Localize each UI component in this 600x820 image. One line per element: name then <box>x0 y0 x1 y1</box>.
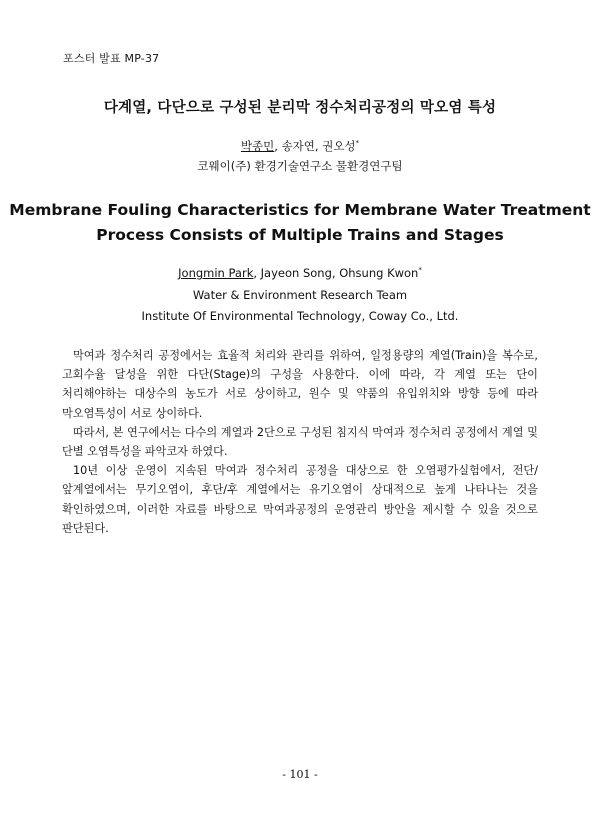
korean-other-authors: , 송자연, 권오성 <box>274 139 356 153</box>
english-first-author: Jongmin Park <box>178 266 254 280</box>
english-authors <box>0 266 600 280</box>
english-title <box>0 198 600 248</box>
abstract-paragraph: 10년 이상 운영이 지속된 막여과 정수처리 공정을 대상으로 한 오염평가실험에서, 전단/앞계열에서는 무기오염이, 후단/후 계열에서는 유기오염이 상대적으로 높게 나타나는 것을 확인하였으며, 이러한 자료를 바탕으로 막여과공정의 운영관리 방안을 제시할 수 있을 것으로 판단된다. <box>62 464 538 535</box>
english-title-line-1: Membrane Fouling Characteristics for Membrane Water Treatment <box>9 201 591 219</box>
korean-affiliation: 코웨이(주) 환경기술연구소 물환경연구팀 <box>197 159 403 173</box>
korean-corresponding-mark: * <box>355 139 360 148</box>
korean-title: 다계열, 다단으로 구성된 분리막 정수처리공정의 막오염 특성 <box>103 100 497 116</box>
poster-presentation-label: 포스터 발표 MP-37 <box>63 52 160 65</box>
english-corresponding-mark: * <box>418 266 422 275</box>
abstract-body <box>62 346 538 538</box>
korean-first-author: 박종민 <box>240 139 275 153</box>
english-other-authors: , Jayeon Song, Ohsung Kwon <box>253 266 419 280</box>
page-number: - 101 - <box>282 768 318 781</box>
english-affiliation-institute: Institute Of Environmental Technology, Coway Co., Ltd. <box>141 309 459 323</box>
english-affiliation-team: Water & Environment Research Team <box>192 288 408 302</box>
abstract-paragraph: 따라서, 본 연구에서는 다수의 계열과 2단으로 구성된 침지식 막여과 정수처리 공정에서 계열 및 단별 오염특성을 파악코자 하였다. <box>62 425 538 459</box>
abstract-paragraph: 막여과 정수처리 공정에서는 효율적 처리와 관리를 위하여, 일정용량의 계열(Train)을 복수로, 고회수율 달성을 위한 다단(Stage)의 구성을 사용한다. 이에 따라, 각 계열 또는 단이 처리해야하는 대상수의 농도가 서로 상이하고, 원수 및 약품의 유입위치와 방향 등에 따라 막오염특성이 서로 상이하다. <box>62 349 538 420</box>
korean-authors <box>0 138 600 154</box>
english-title-line-2: Process Consists of Multiple Trains and Stages <box>96 226 504 244</box>
